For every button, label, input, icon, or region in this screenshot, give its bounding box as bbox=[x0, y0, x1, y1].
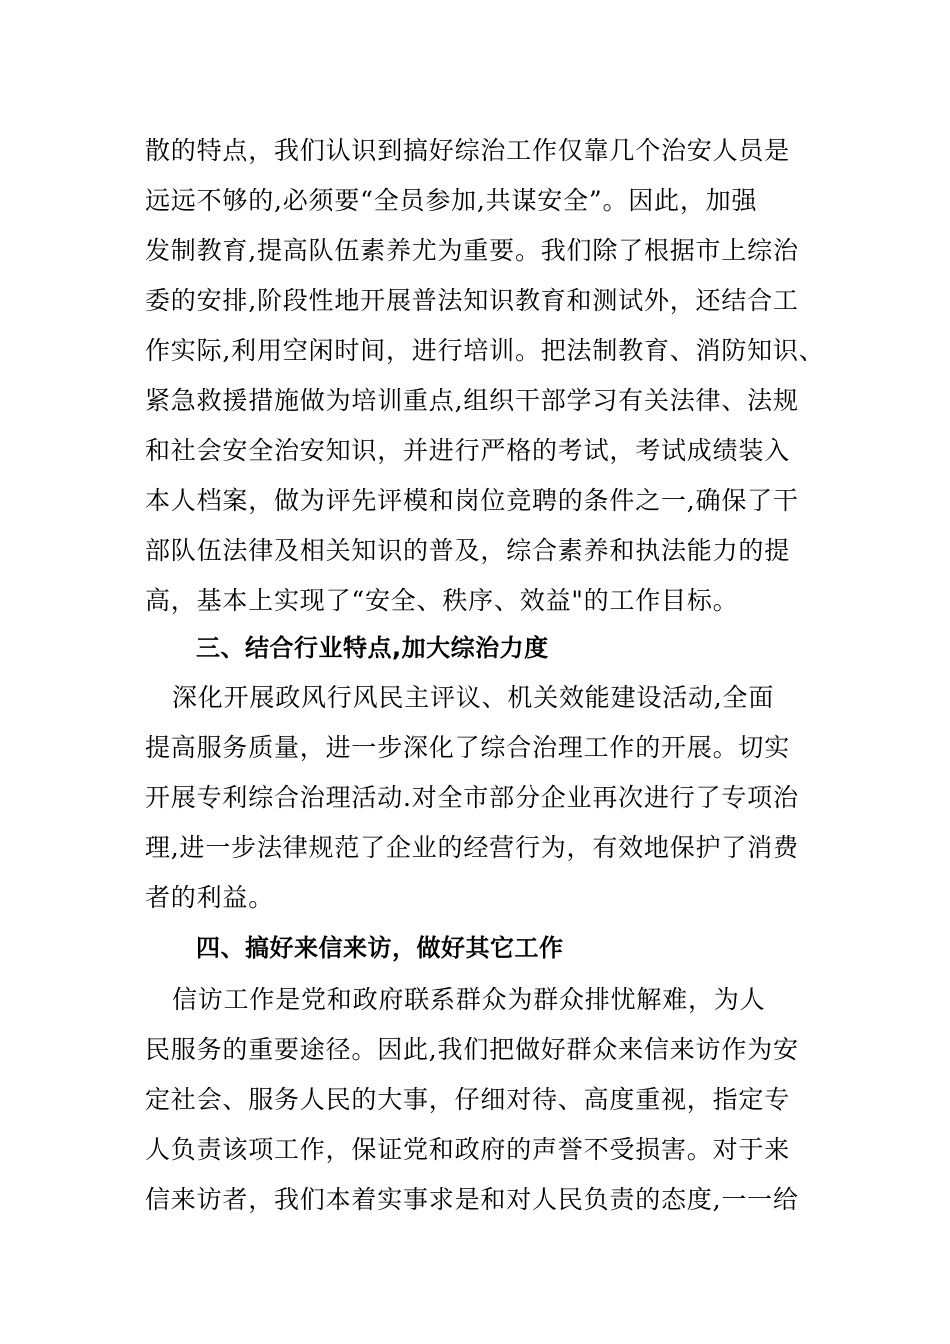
body-text-line: 高，基本上实现了“安全、秩序、效益"的工作目标。 bbox=[145, 586, 739, 615]
body-text-line: 人负责该项工作，保证党和政府的声誉不受损害。对于来 bbox=[145, 1135, 791, 1164]
body-text-line: 远远不够的,必须要“全员参加,共谋安全”。因此，加强 bbox=[145, 186, 758, 215]
body-text-line: 委的安排,阶段性地开展普法知识教育和测试外，还结合工 bbox=[145, 286, 799, 315]
body-text-line: 者的利益。 bbox=[145, 883, 275, 912]
body-text-line: 紧急救援措施做为培训重点,组织干部学习有关法律、法规 bbox=[145, 386, 799, 415]
body-text-line: 作实际,利用空闲时间，进行培训。把法制教育、消防知识、 bbox=[145, 336, 825, 365]
section-heading-4: 四、搞好来信来访，做好其它工作 bbox=[196, 934, 564, 962]
section-heading-3: 三、结合行业特点,加大综治力度 bbox=[196, 634, 549, 662]
body-text-line: 信来访者，我们本着实事求是和对人民负责的态度,一一给 bbox=[145, 1185, 799, 1214]
body-text-line: 定社会、服务人民的大事，仔细对待、高度重视，指定专 bbox=[145, 1085, 791, 1114]
body-text-line: 散的特点，我们认识到搞好综治工作仅靠几个治安人员是 bbox=[145, 136, 791, 165]
body-text-line: 提高服务质量，进一步深化了综合治理工作的开展。切实 bbox=[145, 733, 791, 762]
body-text-line: 和社会安全治安知识，并进行严格的考试，考试成绩装入 bbox=[145, 436, 791, 465]
body-text-line: 本人档案，做为评先评模和岗位竞聘的条件之一,确保了干 bbox=[145, 486, 799, 515]
paragraph-start-line: 信访工作是党和政府联系群众为群众排忧解难，为人 bbox=[172, 985, 766, 1014]
body-text-line: 部队伍法律及相关知识的普及，综合素养和执法能力的提 bbox=[145, 536, 791, 565]
body-text-line: 民服务的重要途径。因此,我们把做好群众来信来访作为安 bbox=[145, 1035, 799, 1064]
body-text-line: 开展专利综合治理活动.对全市部分企业再次进行了专项治 bbox=[145, 783, 799, 812]
body-text-line: 理,进一步法律规范了企业的经营行为，有效地保护了消费 bbox=[145, 833, 799, 862]
paragraph-start-line: 深化开展政风行风民主评议、机关效能建设活动,全面 bbox=[172, 683, 775, 712]
body-text-line: 发制教育,提高队伍素养尤为重要。我们除了根据市上综治 bbox=[145, 236, 799, 265]
